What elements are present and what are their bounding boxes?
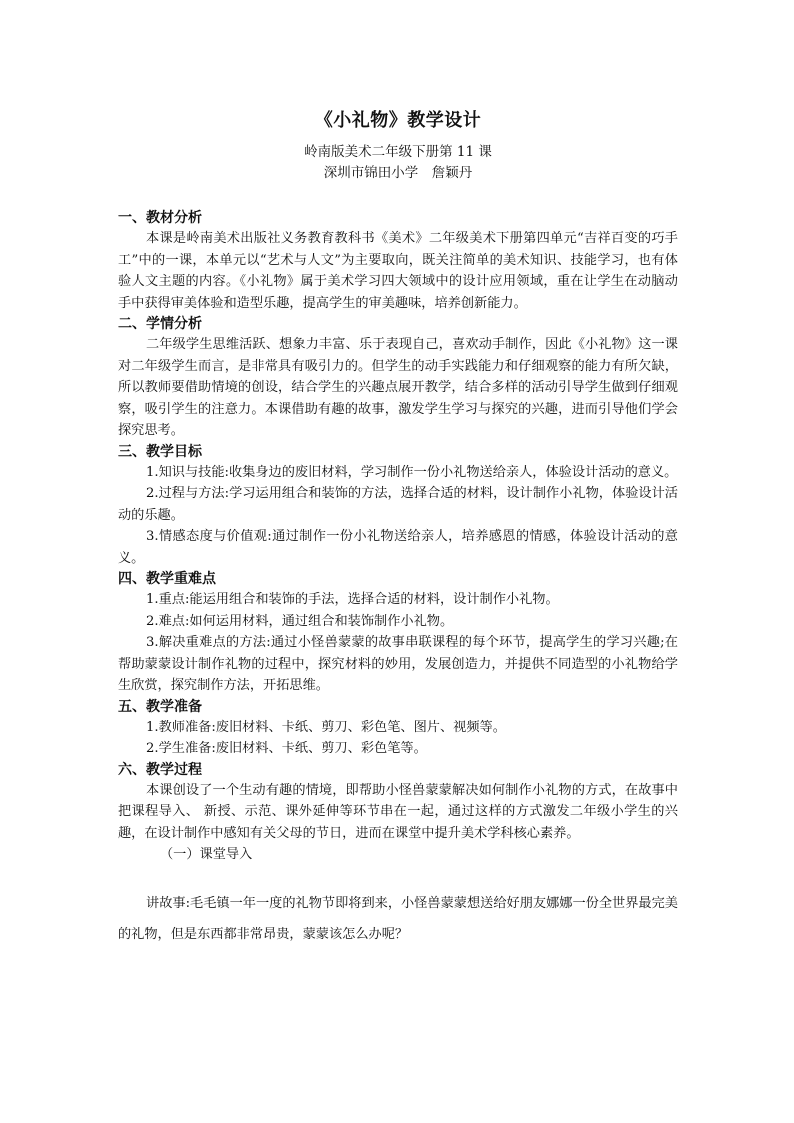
section-paragraph: 二年级学生思维活跃、想象力丰富、乐于表现自己，喜欢动手制作，因此《小礼物》这一课对二年级学生而言，是非常具有吸引力的。但学生的动手实践能力和仔细观察的能力有所欠缺，所以教师要借助情境的创设，结合学生的兴趣点展开教学，结合多样的活动引导学生做到仔细观察，吸引学生的注意力。本课借助有趣的故事，激发学生学习与探究的兴趣，进而引导他们学会探究思考。 bbox=[118, 337, 678, 438]
section-paragraph: 讲故事:毛毛镇一年一度的礼物节即将到来，小怪兽蒙蒙想送给好朋友娜娜一份全世界最完美的礼物，但是东西都非常昂贵，蒙蒙该怎么办呢？ bbox=[118, 895, 678, 942]
section-heading: 四、教学重难点 bbox=[118, 571, 216, 587]
section-paragraph: 2.过程与方法:学习运用组合和装饰的方法，选择合适的材料，设计制作小礼物，体验设计活动的乐趣。 bbox=[118, 486, 678, 523]
document-subtitle-course: 岭南版美术二年级下册第 11 课 bbox=[304, 144, 492, 160]
subsection-heading: （一）课堂导入 bbox=[160, 847, 253, 862]
section-student-analysis bbox=[118, 314, 678, 442]
section-paragraph: 3.解决重难点的方法:通过小怪兽蒙蒙的故事串联课程的每个环节，提高学生的学习兴趣;在帮助蒙蒙设计制作礼物的过程中，探究材料的妙用，发展创造力，并提供不同造型的小礼物给学生欣赏，探究制作方法，开拓思维。 bbox=[118, 635, 678, 693]
document-subtitle-author: 深圳市锦田小学 詹颖丹 bbox=[323, 165, 473, 181]
section-paragraph: 1.重点:能运用组合和装饰的手法，选择合适的材料，设计制作小礼物。 bbox=[146, 592, 559, 607]
section-paragraph: 3.情感态度与价值观:通过制作一份小礼物送给亲人，培养感恩的情感，体验设计活动的意义。 bbox=[118, 529, 678, 566]
section-heading: 一、教材分析 bbox=[118, 210, 202, 226]
section-paragraph: 本课创设了一个生动有趣的情境，即帮助小怪兽蒙蒙解决如何制作小礼物的方式，在故事中把课程导入、 新授、示范、课外延伸等环节串在一起，通过这样的方式激发二年级小学生的兴趣，在设计制作中感知有关父母的节日，进而在课堂中提升美术学科核心素养。 bbox=[118, 782, 678, 841]
document-page bbox=[118, 100, 678, 950]
section-heading: 三、教学目标 bbox=[118, 443, 202, 460]
section-heading: 五、教学准备 bbox=[118, 698, 202, 715]
document-title: 《小礼物》教学设计 bbox=[314, 110, 482, 131]
section-paragraph: 2.学生准备:废旧材料、卡纸、剪刀、彩色笔等。 bbox=[146, 741, 427, 756]
section-key-difficult-points bbox=[118, 569, 678, 697]
section-teaching-preparation bbox=[118, 697, 678, 760]
section-paragraph: 2.难点:如何运用材料，通过组合和装饰制作小礼物。 bbox=[146, 613, 454, 629]
section-teaching-objectives bbox=[118, 442, 678, 570]
section-heading: 二、学情分析 bbox=[118, 316, 202, 332]
section-paragraph: 1.教师准备:废旧材料、卡纸、剪刀、彩色笔、图片、视频等。 bbox=[146, 719, 506, 735]
section-textbook-analysis bbox=[118, 208, 678, 314]
section-paragraph: 本课是岭南美术出版社义务教育教科书《美术》二年级美术下册第四单元“吉祥百变的巧手工”中的一课，本单元以“艺术与人文”为主要取向，既关注简单的美术知识、技能学习，也有体验人文主题的内容。《小礼物》属于美术学习四大领域中的设计应用领域，重在让学生在动脑动手中获得审美体验和造型乐趣，提高学生的审美趣味，培养创新能力。 bbox=[118, 231, 678, 311]
section-paragraph: 1.知识与技能:收集身边的废旧材料，学习制作一份小礼物送给亲人，体验设计活动的意义。 bbox=[146, 464, 678, 480]
section-heading: 六、教学过程 bbox=[118, 761, 202, 778]
section-teaching-process bbox=[118, 760, 678, 950]
